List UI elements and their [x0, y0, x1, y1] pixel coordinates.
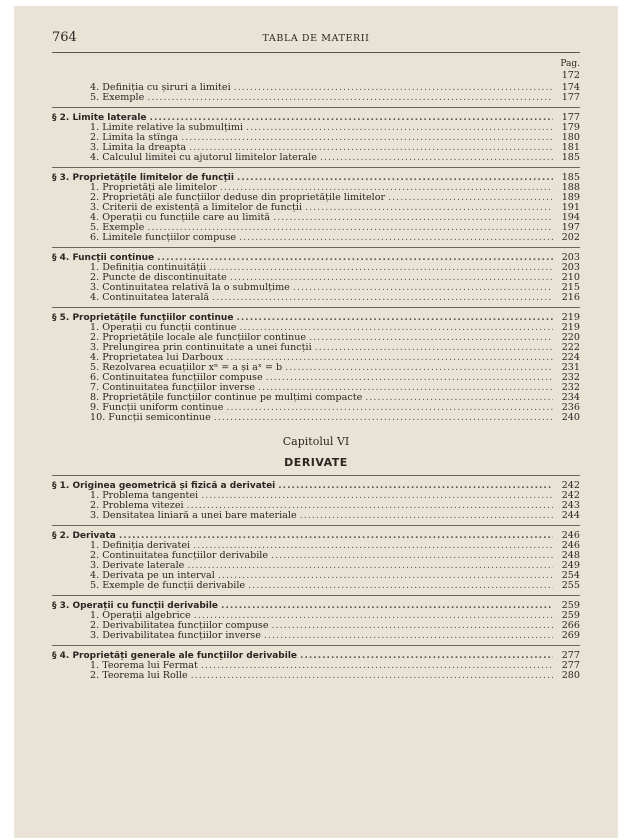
toc-entry	[52, 551, 580, 561]
dot-leader	[246, 123, 553, 133]
entry-page-number: 246	[561, 541, 580, 551]
entry-title: 9. Funcții uniform continue	[90, 403, 224, 413]
dot-leader	[300, 511, 553, 521]
toc-entry	[52, 71, 580, 83]
dot-leader	[278, 481, 553, 491]
toc-entry	[52, 123, 580, 133]
toc-entry	[52, 621, 580, 631]
entry-title: § 4. Proprietăți generale ale funcțiilor derivabile	[52, 651, 298, 661]
dot-leader	[239, 233, 553, 243]
dot-leader	[193, 541, 553, 551]
entry-title: 4. Proprietatea lui Darboux	[90, 353, 224, 363]
entry-page-number: 180	[561, 133, 580, 143]
toc-entry	[52, 611, 580, 621]
entry-page-number: 244	[561, 511, 580, 521]
toc-entry	[52, 283, 580, 293]
dot-leader	[237, 173, 553, 183]
toc-entry	[52, 541, 580, 551]
entry-title: 1. Definiția derivatei	[90, 541, 191, 551]
page-content	[52, 16, 580, 681]
entry-title: 3. Densitatea liniară a unei bare materiale	[90, 511, 297, 521]
entry-page-number: 172	[561, 71, 580, 81]
toc-entry	[52, 581, 580, 591]
entry-page-number: 277	[561, 651, 580, 661]
page-number: 764	[52, 30, 77, 45]
entry-page-number: 219	[561, 313, 580, 323]
entry-page-number: 234	[561, 393, 580, 403]
toc-section-entry	[52, 531, 580, 541]
entry-title: 4. Operații cu funcțiile care au limită	[90, 213, 271, 223]
entry-title: 5. Exemple de funcții derivabile	[90, 581, 246, 591]
book-page	[14, 6, 618, 838]
section-divider	[52, 475, 580, 476]
toc-entry	[52, 393, 580, 403]
entry-page-number: 197	[561, 223, 580, 233]
dot-leader	[119, 531, 553, 541]
entry-page-number: 203	[561, 253, 580, 263]
chapter-title: DERIVATE	[284, 456, 348, 469]
toc-entry	[52, 293, 580, 303]
entry-title: 2. Derivabilitatea funcțiilor compuse	[90, 621, 269, 631]
entry-page-number: 224	[561, 353, 580, 363]
toc-entry	[52, 511, 580, 521]
entry-page-number: 185	[561, 173, 580, 183]
entry-title: 1. Problema tangentei	[90, 491, 199, 501]
entry-title: 1. Definiția continuității	[90, 263, 207, 273]
toc-entry	[52, 363, 580, 373]
section-divider	[52, 595, 580, 596]
toc-entry	[52, 413, 580, 423]
pag-label: Pag.	[560, 59, 580, 69]
chapter-label: Capitolul VI	[282, 435, 350, 448]
dot-leader	[239, 323, 553, 333]
dot-leader	[201, 491, 553, 501]
dot-leader	[258, 383, 553, 393]
entry-page-number: 246	[561, 531, 580, 541]
toc-section-entry	[52, 253, 580, 263]
dot-leader	[248, 581, 553, 591]
entry-title: 3. Derivate laterale	[90, 561, 185, 571]
toc-section-entry	[52, 113, 580, 123]
dot-leader	[388, 193, 553, 203]
toc-entry	[52, 561, 580, 571]
entry-page-number: 232	[561, 373, 580, 383]
dot-leader	[157, 253, 553, 263]
dot-leader	[194, 611, 553, 621]
entry-title: § 3. Operații cu funcții derivabile	[52, 601, 219, 611]
toc-entry	[52, 661, 580, 671]
dot-leader	[272, 621, 553, 631]
entry-title: 2. Proprietăți ale funcțiilor deduse din proprietățile limitelor	[90, 193, 386, 203]
entry-page-number: 231	[561, 363, 580, 373]
dot-leader	[201, 661, 553, 671]
entry-title: 10. Funcții semicontinue	[90, 413, 211, 423]
entry-title: 2. Problema vitezei	[90, 501, 184, 511]
entry-page-number: 185	[561, 153, 580, 163]
dot-leader	[221, 601, 553, 611]
entry-title: 3. Criterii de existență a limitelor de funcții	[90, 203, 303, 213]
entry-title: 1. Teorema lui Fermat	[90, 661, 198, 671]
entry-title: 4. Derivata pe un interval	[90, 571, 215, 581]
entry-page-number: 181	[561, 143, 580, 153]
dot-leader	[181, 133, 553, 143]
entry-page-number: 219	[561, 323, 580, 333]
entry-title: 7. Continuitatea funcțiilor inverse	[90, 383, 256, 393]
entry-page-number: 202	[561, 233, 580, 243]
dot-leader	[150, 113, 553, 123]
toc-entry	[52, 373, 580, 383]
dot-leader	[147, 223, 553, 233]
toc-entry	[52, 631, 580, 641]
entry-page-number: 222	[561, 343, 580, 353]
entry-title: 3. Continuitatea relativă la o submulțime	[90, 283, 290, 293]
dot-leader	[226, 353, 553, 363]
entry-page-number: 254	[561, 571, 580, 581]
dot-leader	[236, 313, 553, 323]
entry-title: 8. Proprietățile funcțiilor continue pe mulțimi compacte	[90, 393, 363, 403]
toc-entry	[52, 343, 580, 353]
dot-leader	[187, 501, 553, 511]
entry-page-number: 177	[561, 93, 580, 103]
dot-leader	[365, 393, 553, 403]
entry-title: 3. Prelungirea prin continuitate a unei funcții	[90, 343, 312, 353]
toc-list-bottom	[52, 475, 580, 681]
toc-entry	[52, 501, 580, 511]
toc-section-entry	[52, 651, 580, 661]
dot-leader	[309, 333, 553, 343]
toc-section-entry	[52, 313, 580, 323]
entry-page-number: 266	[561, 621, 580, 631]
entry-title: 5. Rezolvarea ecuațiilor xⁿ = a și aˣ = b	[90, 363, 283, 373]
section-divider	[52, 525, 580, 526]
entry-title: 1. Operații algebrice	[90, 611, 191, 621]
entry-title: § 2. Derivata	[52, 531, 116, 541]
toc-entry	[52, 93, 580, 103]
dot-leader	[273, 213, 553, 223]
entry-page-number: 269	[561, 631, 580, 641]
entry-page-number: 243	[561, 501, 580, 511]
entry-page-number: 248	[561, 551, 580, 561]
toc-section-entry	[52, 601, 580, 611]
entry-page-number: 280	[561, 671, 580, 681]
entry-page-number: 174	[561, 83, 580, 93]
entry-page-number: 255	[561, 581, 580, 591]
toc-entry	[52, 263, 580, 273]
toc-entry	[52, 233, 580, 243]
entry-title: 6. Limitele funcțiilor compuse	[90, 233, 237, 243]
dot-leader	[285, 363, 553, 373]
toc-entry	[52, 133, 580, 143]
entry-title: 3. Derivabilitatea funcțiilor inverse	[90, 631, 261, 641]
entry-title: 5. Exemple	[90, 223, 145, 233]
entry-title: 2. Continuitatea funcțiilor derivabile	[90, 551, 269, 561]
entry-title: 3. Limita la dreapta	[90, 143, 187, 153]
toc-entry	[52, 353, 580, 363]
entry-title: 1. Limite relative la submulțimi	[90, 123, 244, 133]
toc-entry	[52, 333, 580, 343]
toc-entry	[52, 183, 580, 193]
dot-leader	[218, 571, 553, 581]
entry-title: 5. Exemple	[90, 93, 145, 103]
entry-page-number: 259	[561, 601, 580, 611]
dot-leader	[230, 273, 553, 283]
entry-page-number: 242	[561, 491, 580, 501]
toc-entry	[52, 383, 580, 393]
dot-leader	[305, 203, 553, 213]
entry-page-number: 188	[561, 183, 580, 193]
entry-page-number: 249	[561, 561, 580, 571]
entry-page-number: 215	[561, 283, 580, 293]
section-divider	[52, 645, 580, 646]
entry-title: 4. Definiția cu șiruri a limitei	[90, 83, 231, 93]
toc-entry	[52, 571, 580, 581]
dot-leader	[264, 631, 553, 641]
toc-entry	[52, 83, 580, 93]
toc-entry	[52, 671, 580, 681]
section-divider	[52, 247, 580, 248]
dot-leader	[226, 403, 553, 413]
dot-leader	[187, 561, 553, 571]
dot-leader	[191, 671, 553, 681]
entry-page-number: 277	[561, 661, 580, 671]
dot-leader	[315, 343, 553, 353]
dot-leader	[300, 651, 553, 661]
toc-entry	[52, 323, 580, 333]
dot-leader	[214, 413, 553, 423]
entry-title: § 3. Proprietățile limitelor de funcții	[52, 173, 234, 183]
dot-leader	[220, 183, 553, 193]
dot-leader	[266, 373, 553, 383]
toc-entry	[52, 403, 580, 413]
entry-title: 2. Limita la stînga	[90, 133, 179, 143]
entry-page-number: 203	[561, 263, 580, 273]
entry-title: 2. Puncte de discontinuitate	[90, 273, 227, 283]
entry-page-number: 194	[561, 213, 580, 223]
entry-page-number: 210	[561, 273, 580, 283]
dot-leader	[234, 83, 553, 93]
entry-title: 2. Proprietățile locale ale funcțiilor continue	[90, 333, 307, 343]
entry-title: § 2. Limite laterale	[52, 113, 147, 123]
entry-page-number: 216	[561, 293, 580, 303]
toc-entry	[52, 491, 580, 501]
entry-title: 4. Calculul limitei cu ajutorul limitelor laterale	[90, 153, 317, 163]
toc-entry	[52, 213, 580, 223]
dot-leader	[212, 293, 553, 303]
entry-title: § 1. Originea geometrică și fizică a derivatei	[52, 481, 276, 491]
toc-entry	[52, 193, 580, 203]
entry-page-number: 189	[561, 193, 580, 203]
entry-title: 6. Continuitatea funcțiilor compuse	[90, 373, 263, 383]
toc-entry	[52, 223, 580, 233]
dot-leader	[209, 263, 553, 273]
entry-page-number: 240	[561, 413, 580, 423]
dot-leader	[189, 143, 553, 153]
entry-title: § 5. Proprietățile funcțiilor continue	[52, 313, 234, 323]
toc-section-entry	[52, 173, 580, 183]
dot-leader	[147, 93, 553, 103]
running-title: TABLA DE MATERII	[262, 33, 370, 44]
toc-list-top	[52, 71, 580, 423]
entry-page-number: 232	[561, 383, 580, 393]
entry-title: 1. Proprietăți ale limitelor	[90, 183, 217, 193]
entry-title: 4. Continuitatea laterală	[90, 293, 210, 303]
toc-entry	[52, 203, 580, 213]
entry-page-number: 242	[561, 481, 580, 491]
entry-page-number: 191	[561, 203, 580, 213]
dot-leader	[320, 153, 553, 163]
entry-title: § 4. Funcții continue	[52, 253, 155, 263]
toc-entry	[52, 273, 580, 283]
entry-page-number: 177	[561, 113, 580, 123]
section-divider	[52, 167, 580, 168]
entry-page-number: 220	[561, 333, 580, 343]
dot-leader	[271, 551, 553, 561]
dot-leader	[293, 283, 553, 293]
toc-entry	[52, 143, 580, 153]
section-divider	[52, 107, 580, 108]
page-header	[52, 16, 580, 53]
entry-page-number: 236	[561, 403, 580, 413]
entry-page-number: 259	[561, 611, 580, 621]
entry-page-number: 179	[561, 123, 580, 133]
section-divider	[52, 307, 580, 308]
toc-section-entry	[52, 481, 580, 491]
toc-entry	[52, 153, 580, 163]
entry-title: 1. Operații cu funcții continue	[90, 323, 237, 333]
entry-title: 2. Teorema lui Rolle	[90, 671, 188, 681]
